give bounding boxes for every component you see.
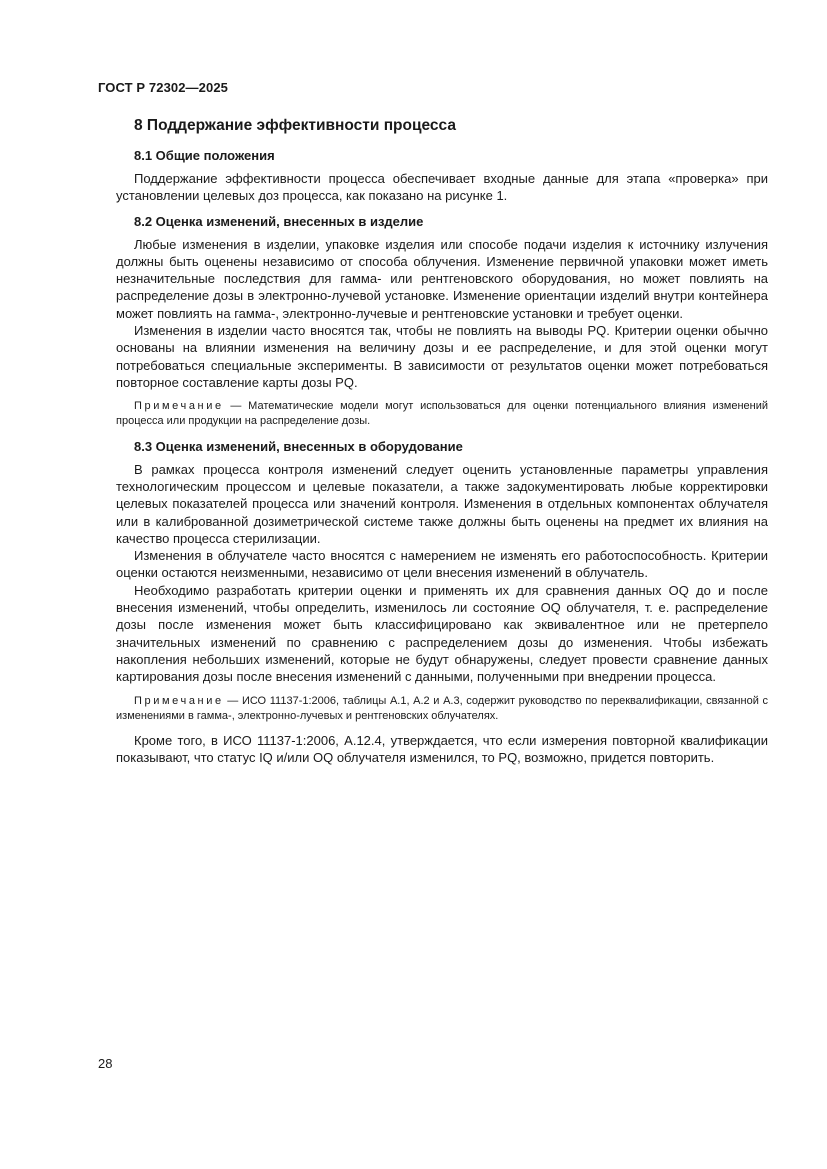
paragraph: В рамках процесса контроля изменений следует оценить установленные параметры управления технологическим процессом и целевые показатели, а также задокументировать любые корректировки целевых показателей процесса или значений контроля. Изменения в отдельных компонентах облучателя или в калиброванной дозиметрической системе также должны быть оценены на предмет их влияния на качество процесса стерилизации.: [116, 461, 768, 546]
note: [116, 399, 768, 429]
note-label: Примечание: [134, 400, 224, 413]
document-header-code: ГОСТ Р 72302—2025: [98, 80, 228, 95]
subsection-title-8-1: 8.1 Общие положения: [134, 148, 275, 163]
paragraph: Необходимо разработать критерии оценки и применять их для сравнения данных OQ до и после внесения изменений, чтобы определить, изменилось ли состояние OQ облучателя, т. е. распределение дозы после изменения может быть классифицировано как эквивалентное или не претерпело значительных изменений по сравнению с распределением дозы до изменения. Чтобы избежать накопления небольших изменений, которые не будут обнаружены, следует провести сравнение данных картирования дозы после внесения изменений с данными, полученными при внедрении процесса.: [116, 582, 768, 685]
note-text: — Математические модели могут использоваться для оценки потенциального влияния изменений процесса или продукции на распределение дозы.: [116, 400, 768, 428]
paragraph: Кроме того, в ИСО 11137-1:2006, А.12.4, утверждается, что если измерения повторной квалификации показывают, что статус IQ и/или OQ облучателя изменился, то PQ, возможно, придется повторить.: [116, 732, 768, 766]
page-number: 28: [98, 1056, 113, 1071]
note-text: — ИСО 11137-1:2006, таблицы А.1, А.2 и А.3, содержит руководство по переквалификации, связанной с изменениями в гамма-, электронно-лучевых и рентгеновских облучателях.: [116, 694, 768, 722]
subsection-title-8-3: 8.3 Оценка изменений, внесенных в оборудование: [134, 438, 463, 454]
section-title: 8 Поддержание эффективности процесса: [134, 117, 456, 134]
subsection-title-8-2: 8.2 Оценка изменений, внесенных в изделие: [134, 213, 424, 229]
paragraph: Поддержание эффективности процесса обеспечивает входные данные для этапа «проверка» при установлении целевых доз процесса, как показано на рисунке 1.: [116, 171, 768, 204]
paragraph: Любые изменения в изделии, упаковке изделия или способе подачи изделия к источнику излучения должны быть оценены независимо от способа облучения. Изменение первичной упаковки может иметь незначительные последствия для гамма- или рентгеновского оборудования, но может повлиять на распределение дозы в электронно-лучевой установке. Изменение ориентации изделий внутри контейнера может повлиять на гамма-, электронно-лучевые и рентгеновские установки и требует оценки.: [116, 236, 768, 321]
note: [116, 694, 768, 724]
paragraph: Изменения в облучателе часто вносятся с намерением не изменять его работоспособность. Критерии оценки остаются неизменными, независимо от цели внесения изменений в облучатель.: [116, 548, 768, 581]
paragraph: Изменения в изделии часто вносятся так, чтобы не повлиять на выводы PQ. Критерии оценки обычно основаны на влиянии изменения на величину дозы и ее распределение, и для этой оценки могут потребоваться специальные эксперименты. В зависимости от результатов оценки может потребоваться повторное составление карты дозы PQ.: [116, 323, 768, 390]
note-label: Примечание: [134, 694, 224, 707]
document-body: [116, 116, 768, 767]
